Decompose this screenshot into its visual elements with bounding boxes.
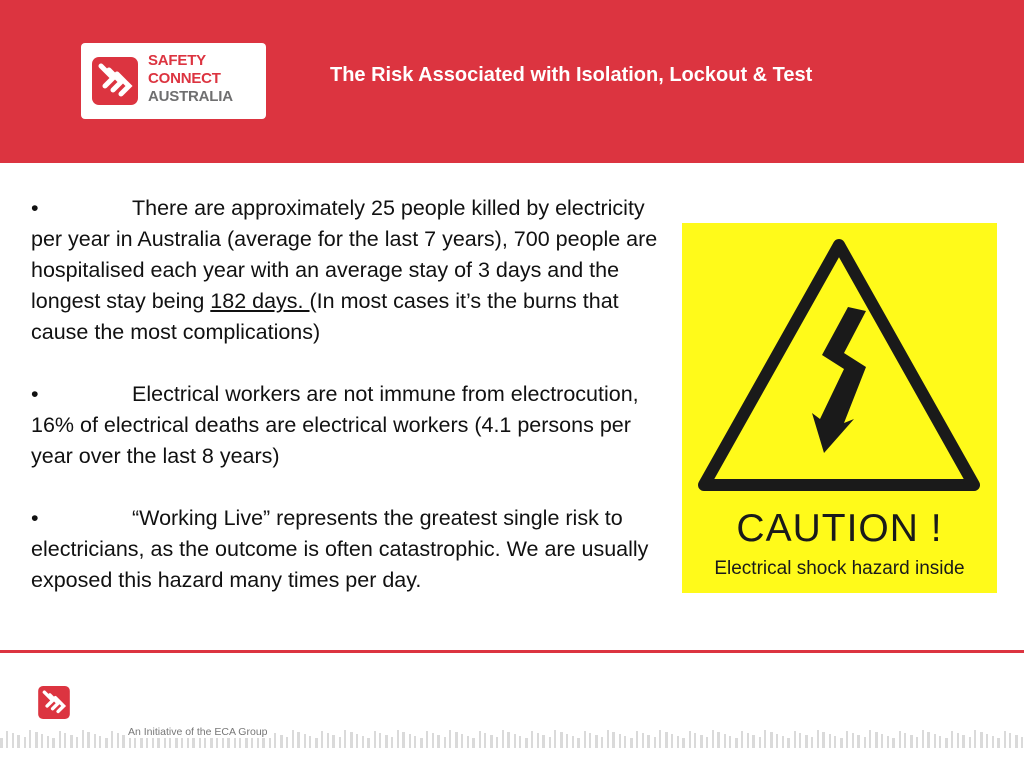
- footer-tick: [449, 730, 451, 748]
- footer-tick: [12, 733, 14, 748]
- footer-tick: [286, 737, 288, 748]
- footer-tick: [339, 737, 341, 748]
- footer-tick: [297, 732, 300, 748]
- footer-tick: [315, 738, 318, 748]
- header-bar: [0, 0, 1024, 163]
- footer-tick: [444, 737, 446, 748]
- footer-tick: [724, 734, 726, 748]
- footer-tick: [717, 732, 720, 748]
- footer-tick: [64, 733, 66, 748]
- footer-tick: [729, 736, 731, 748]
- footer-tick: [455, 732, 458, 748]
- footer-tick: [969, 737, 971, 748]
- footer-tick: [82, 730, 84, 748]
- footer-tick: [980, 732, 983, 748]
- footer-tick: [374, 731, 376, 748]
- footer-tick: [682, 738, 685, 748]
- footer-tick: [402, 732, 405, 748]
- footer-tick: [677, 736, 679, 748]
- bullet-2-text: Electrical workers are not immune from electrocution, 16% of electrical deaths are electrical workers (4.1 persons per year over the last 8 years): [31, 382, 639, 468]
- bullet-list: [31, 193, 661, 596]
- footer-tick: [472, 738, 475, 748]
- footer-tick: [70, 735, 73, 748]
- footer-tick: [420, 738, 423, 748]
- bullet-1-text-before: There are approximately 25 people killed by electricity per year in Australia (average for the last 7 years), 700 people are hospitalised each year with an average stay of 3 days and the longest stay being: [31, 196, 658, 313]
- footer-tick: [519, 736, 521, 748]
- footer-tick: [379, 733, 381, 748]
- footer-tick: [385, 735, 388, 748]
- footer-tick: [735, 738, 738, 748]
- logo-mark-icon: [92, 57, 138, 105]
- caution-subtitle: Electrical shock hazard inside: [714, 558, 965, 579]
- footer-tick: [577, 738, 580, 748]
- footer-tick: [549, 737, 551, 748]
- footer-tick: [99, 736, 101, 748]
- footer-tick: [840, 738, 843, 748]
- bullet-item-2: [31, 379, 661, 472]
- footer-tick: [6, 731, 8, 748]
- bullet-item-3: [31, 503, 661, 596]
- footer-tick: [846, 731, 848, 748]
- bullet-item-1: [31, 193, 661, 348]
- footer-tick: [496, 737, 498, 748]
- footer-tick: [892, 738, 895, 748]
- footer-tick: [589, 733, 591, 748]
- footer-logo-mark-icon: [38, 686, 70, 719]
- footer-tick: [834, 736, 836, 748]
- footer-tick: [391, 737, 393, 748]
- footer-tick: [759, 737, 761, 748]
- footer-tick: [811, 737, 813, 748]
- footer-tick: [595, 735, 598, 748]
- footer-tick: [117, 733, 119, 748]
- footer-tick: [531, 731, 533, 748]
- footer-tick: [939, 736, 941, 748]
- footer-tick: [647, 735, 650, 748]
- bullet-1-text-after: (In most cases it’s the burns that cause the most complications): [31, 289, 619, 344]
- footer-tick: [700, 735, 703, 748]
- footer-tick: [922, 730, 924, 748]
- footer-tick: [799, 733, 801, 748]
- footer-tick: [706, 737, 708, 748]
- footer-tick: [1021, 737, 1023, 748]
- footer-tick: [490, 735, 493, 748]
- footer-divider: [0, 650, 1024, 653]
- footer-tick: [770, 732, 773, 748]
- footer-tick: [367, 738, 370, 748]
- footer-tick: [904, 733, 906, 748]
- footer-tick: [432, 733, 434, 748]
- footer-tick: [992, 736, 994, 748]
- footer-tick: [280, 735, 283, 748]
- footer-tick: [927, 732, 930, 748]
- footer-tick: [864, 737, 866, 748]
- footer-tick: [304, 734, 306, 748]
- footer-tick: [857, 735, 860, 748]
- footer-tick: [805, 735, 808, 748]
- footer-tick: [612, 732, 615, 748]
- high-voltage-icon: [682, 223, 997, 503]
- footer-tick: [17, 735, 20, 748]
- footer-tick: [829, 734, 831, 748]
- footer-tick: [327, 733, 329, 748]
- footer-tick: [210, 738, 213, 748]
- footer-tick: [747, 733, 749, 748]
- footer-tick: [910, 735, 913, 748]
- footer-tick: [59, 731, 61, 748]
- footer-tick: [951, 731, 953, 748]
- footer-tick: [1004, 731, 1006, 748]
- footer-tick: [111, 731, 113, 748]
- footer-tick: [741, 731, 743, 748]
- footer-tick: [764, 730, 766, 748]
- footer-tick: [572, 736, 574, 748]
- footer-tick: [356, 734, 358, 748]
- footer-tick: [507, 732, 510, 748]
- footer-tick: [0, 738, 3, 748]
- footer-tick: [712, 730, 714, 748]
- footer-tick: [479, 731, 481, 748]
- logo-line-1: SAFETY: [148, 52, 206, 69]
- footer-tick: [321, 731, 323, 748]
- footer-tick: [332, 735, 335, 748]
- footer-tick: [181, 737, 183, 748]
- footer-tick: [542, 735, 545, 748]
- footer-tick: [362, 736, 364, 748]
- footer-tick: [636, 731, 638, 748]
- footer-tick: [105, 738, 108, 748]
- footer-tick: [689, 731, 691, 748]
- footer-tick: [525, 738, 528, 748]
- caution-sign-image: [682, 223, 997, 593]
- footer-tick: [624, 736, 626, 748]
- footer-tick: [437, 735, 440, 748]
- footer-tick: [554, 730, 556, 748]
- footer-tick: [129, 737, 131, 748]
- footer-tick: [274, 733, 276, 748]
- footer-tick: [409, 734, 411, 748]
- footer-tick: [957, 733, 959, 748]
- footer-tick: [945, 738, 948, 748]
- footer-tick: [934, 734, 936, 748]
- footer-tick: [881, 734, 883, 748]
- footer-tick: [887, 736, 889, 748]
- footer-tick: [794, 731, 796, 748]
- footer-tick: [234, 737, 236, 748]
- footer-tick: [87, 732, 90, 748]
- footer-tick: [467, 736, 469, 748]
- footer-tick: [619, 734, 621, 748]
- footer-tick: [654, 737, 656, 748]
- logo: [81, 43, 266, 119]
- footer-tick: [822, 732, 825, 748]
- logo-line-3: AUSTRALIA: [148, 88, 233, 105]
- footer-tick: [502, 730, 504, 748]
- footer-tick: [875, 732, 878, 748]
- logo-wordmark: [148, 52, 263, 106]
- footer-tick: [752, 735, 755, 748]
- slide-title: The Risk Associated with Isolation, Lockout & Test: [330, 64, 813, 86]
- footer-tick: [986, 734, 988, 748]
- footer-tick: [560, 732, 563, 748]
- footer-tick: [397, 730, 399, 748]
- footer-tick: [869, 730, 871, 748]
- footer-tick: [461, 734, 463, 748]
- footer-tick: [29, 730, 31, 748]
- caution-heading: CAUTION !: [736, 507, 943, 550]
- footer-tick: [262, 738, 265, 748]
- footer-tick: [1015, 735, 1018, 748]
- footer-tagline: An Initiative of the ECA Group: [125, 726, 271, 738]
- footer-tick: [997, 738, 1000, 748]
- footer-tick: [642, 733, 644, 748]
- footer-tick: [52, 738, 55, 748]
- footer-tick: [671, 734, 673, 748]
- bullet-1-underlined: 182 days.: [210, 289, 310, 313]
- bullet-marker: •: [31, 382, 39, 406]
- footer-tick: [41, 734, 43, 748]
- footer-tick: [484, 733, 486, 748]
- footer-tick: [659, 730, 661, 748]
- footer-tick: [694, 733, 696, 748]
- bullet-marker: •: [31, 196, 39, 220]
- footer-tick: [94, 734, 96, 748]
- footer-tick: [916, 737, 918, 748]
- footer-tick: [607, 730, 609, 748]
- footer-tick: [414, 736, 416, 748]
- footer-tick: [566, 734, 568, 748]
- footer-tick: [630, 738, 633, 748]
- footer-tick: [24, 737, 26, 748]
- footer-tick: [35, 732, 38, 748]
- footer-tick: [426, 731, 428, 748]
- footer-tick: [776, 734, 778, 748]
- footer-tick: [514, 734, 516, 748]
- footer-tick: [665, 732, 668, 748]
- bullet-marker: •: [31, 506, 39, 530]
- footer-tick: [157, 738, 160, 748]
- footer-tick: [817, 730, 819, 748]
- footer-tick: [292, 730, 294, 748]
- footer-tick: [344, 730, 346, 748]
- footer-tick: [309, 736, 311, 748]
- footer-tick: [974, 730, 976, 748]
- footer-tick: [584, 731, 586, 748]
- footer-tick: [350, 732, 353, 748]
- footer-tick: [76, 737, 78, 748]
- footer-tick: [1009, 733, 1011, 748]
- logo-line-2: CONNECT: [148, 70, 221, 87]
- footer-tick: [782, 736, 784, 748]
- footer-tick: [962, 735, 965, 748]
- footer-tick: [899, 731, 901, 748]
- footer-tick: [787, 738, 790, 748]
- footer-tick: [852, 733, 854, 748]
- footer-tick: [601, 737, 603, 748]
- footer-tick: [537, 733, 539, 748]
- bullet-3-text: “Working Live” represents the greatest single risk to electricians, as the outcome is often catastrophic. We are usually exposed this hazard many times per day.: [31, 506, 649, 592]
- footer-tick: [47, 736, 49, 748]
